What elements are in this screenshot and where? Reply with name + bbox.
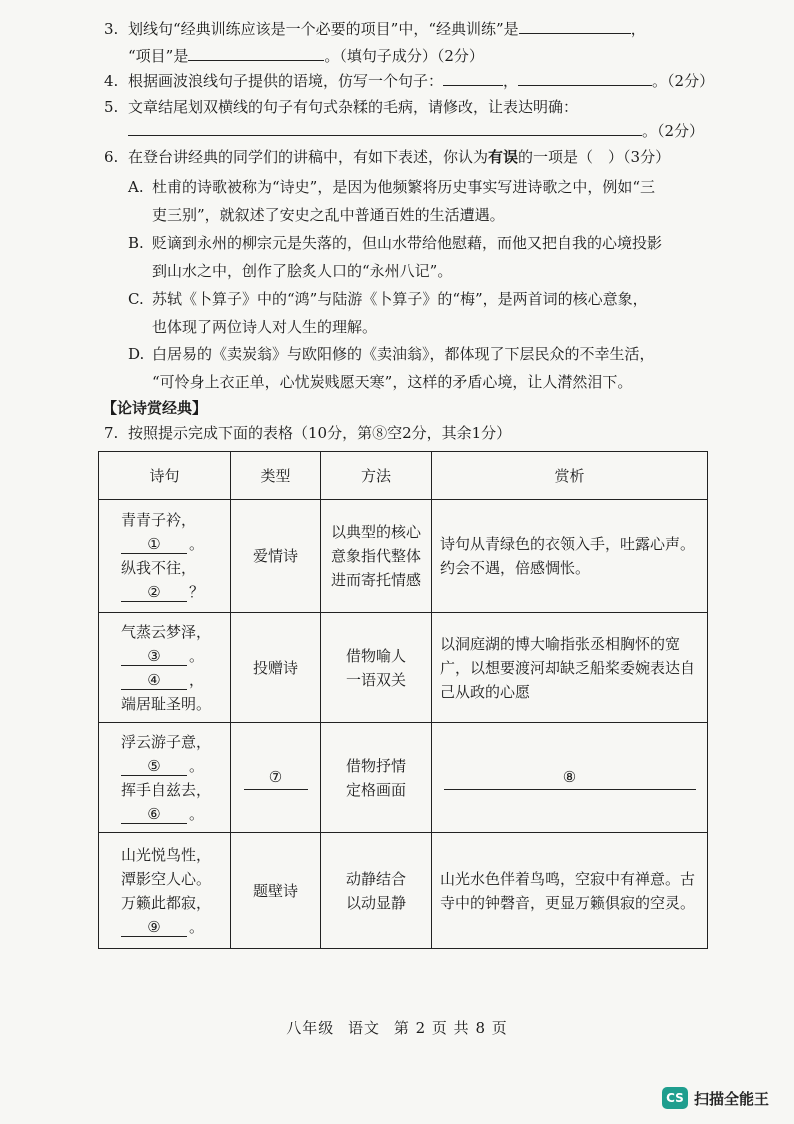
emphasis-text: 有误	[488, 148, 519, 166]
punctuation: ，	[189, 670, 205, 689]
method-line: 定格画面	[345, 780, 406, 799]
answer-blank-5[interactable]: ⑤	[121, 757, 187, 776]
watermark-text: 扫描全能王	[694, 1089, 770, 1108]
header-method: 方法	[321, 452, 432, 500]
poem-line: 纵我不往，	[121, 559, 197, 577]
punctuation: 。	[189, 756, 205, 775]
option-label: A.	[128, 178, 144, 196]
answer-blank-4[interactable]: ④	[121, 671, 187, 690]
question-number: 4.	[104, 72, 119, 90]
punctuation: 。	[189, 646, 205, 665]
appreciation-cell	[432, 723, 708, 833]
punctuation: 。	[189, 917, 205, 936]
question-text: 。（填句子成分）（2分）	[324, 47, 484, 65]
header-poem: 诗句	[99, 452, 231, 500]
poem-line: 山光悦鸟性，	[121, 845, 212, 864]
question-text: 文章结尾划双横线的句子有句式杂糅的毛病，请修改，让表达明确：	[128, 98, 579, 116]
question-score: 。（2分）	[642, 122, 705, 140]
option-label: C.	[128, 290, 144, 308]
header-appreciation: 赏析	[432, 452, 708, 500]
answer-blank-6[interactable]: ⑥	[121, 805, 187, 824]
option-text: 也体现了两位诗人对人生的理解。	[152, 318, 378, 336]
question-text: 根据画波浪线句子提供的语境，仿写一个句子：	[128, 72, 444, 90]
footer-grade: 八年级	[286, 1019, 335, 1037]
question-text: 按照提示完成下面的表格（10分，第⑧空2分，其余1分）	[128, 424, 512, 442]
method-cell	[321, 833, 432, 949]
option-text: 杜甫的诗歌被称为“诗史”，是因为他频繁将历史事实写进诗歌之中，例如“三	[152, 178, 656, 196]
table-row	[99, 613, 708, 723]
poem-line: 潭影空人心。	[121, 869, 212, 888]
poem-line: 端居耻圣明。	[121, 694, 212, 713]
appreciation-cell: 以洞庭湖的博大喻指张丞相胸怀的宽广，以想要渡河却缺乏船桨委婉表达自己从政的心愿	[432, 613, 708, 723]
question-4	[104, 70, 714, 91]
scanner-watermark	[662, 1087, 769, 1109]
question-number: 5.	[104, 98, 119, 116]
table-header-row	[99, 452, 708, 500]
option-label: B.	[128, 234, 144, 252]
poem-line: 青青子衿，	[121, 511, 197, 529]
question-number: 6.	[104, 148, 119, 166]
option-c[interactable]	[128, 289, 648, 309]
header-type: 类型	[231, 452, 321, 500]
option-text: 苏轼《卜算子》中的“鸿”与陆游《卜算子》的“梅”，是两首词的核心意象，	[152, 290, 648, 308]
question-7	[104, 423, 511, 443]
option-d-cont	[152, 372, 632, 392]
punctuation: 。	[189, 804, 205, 823]
option-text: 白居易的《卖炭翁》与欧阳修的《卖油翁》，都体现了下层民众的不幸生活，	[152, 345, 655, 363]
method-line: 以动显静	[345, 893, 406, 912]
method-line: 借物喻人	[345, 646, 406, 665]
appreciation-cell: 诗句从青绿色的衣领入手，吐露心声。约会不遇，倍感惆怅。	[432, 500, 708, 613]
appreciation-cell: 山光水色伴着鸟鸣，空寂中有禅意。古寺中的钟磬音，更显万籁俱寂的空灵。	[432, 833, 708, 949]
method-line: 以典型的核心	[330, 523, 421, 541]
option-b-cont	[152, 261, 452, 281]
option-text: 到山水之中，创作了脍炙人口的“永州八记”。	[152, 262, 453, 280]
question-3-line1	[104, 18, 646, 39]
option-label: D.	[128, 345, 145, 363]
question-number: 7.	[104, 424, 119, 442]
punctuation: ？	[189, 583, 205, 601]
question-6-stem	[104, 147, 670, 167]
question-5-answer-line	[128, 120, 704, 141]
question-text: 在登台讲经典的同学们的讲稿中，有如下表述，你认为	[128, 148, 489, 166]
poem-line: 万籁此都寂，	[121, 893, 212, 912]
question-3-line2	[128, 45, 484, 66]
answer-blank-1[interactable]: ①	[121, 535, 187, 554]
option-a[interactable]	[128, 177, 655, 197]
answer-blank-2[interactable]: ②	[121, 583, 187, 602]
poem-line: 浮云游子意，	[121, 732, 212, 751]
question-text: 的一项是（ ）（3分）	[518, 148, 671, 166]
option-b[interactable]	[128, 233, 662, 253]
poem-line: 挥手自兹去，	[121, 780, 212, 799]
type-cell: 题壁诗	[231, 833, 321, 949]
table-row	[99, 500, 708, 613]
answer-blank[interactable]	[128, 120, 642, 136]
answer-blank-7[interactable]: ⑦	[244, 765, 308, 790]
poem-cell	[99, 613, 231, 723]
method-line: 动静结合	[345, 869, 406, 888]
punctuation: ，	[630, 20, 646, 38]
footer-subject: 语文	[348, 1019, 381, 1037]
option-text: “可怜身上衣正单，心忧炭贱愿天寒”，这样的矛盾心境，让人潸然泪下。	[152, 373, 633, 391]
section-title: 【论诗赏经典】	[102, 399, 208, 417]
answer-blank-9[interactable]: ⑨	[121, 918, 187, 937]
option-text: 贬谪到永州的柳宗元是失落的，但山水带给他慰藉，而他又把自我的心境投影	[152, 234, 663, 252]
punctuation: 。	[189, 535, 205, 553]
option-text: 吏三别”，就叙述了安史之乱中普通百姓的生活遭遇。	[152, 206, 505, 224]
answer-blank[interactable]	[188, 45, 324, 61]
answer-blank-3[interactable]: ③	[121, 647, 187, 666]
answer-blank[interactable]	[519, 18, 631, 34]
poem-table	[98, 451, 708, 949]
question-score: 。（2分）	[652, 72, 715, 90]
answer-blank-8[interactable]: ⑧	[444, 765, 696, 790]
option-d[interactable]	[128, 344, 655, 364]
method-cell	[321, 500, 432, 613]
camscanner-logo-icon: CS	[662, 1087, 688, 1109]
table-row	[99, 833, 708, 949]
method-line: 借物抒情	[345, 756, 406, 775]
option-c-cont	[152, 317, 377, 337]
footer-page-number: 第 2 页 共 8 页	[393, 1019, 508, 1037]
answer-blank[interactable]	[518, 70, 652, 86]
poem-line: 气蒸云梦泽，	[121, 622, 212, 641]
question-5	[104, 97, 578, 117]
question-number: 3.	[104, 20, 119, 38]
answer-blank[interactable]	[443, 70, 503, 86]
type-cell: 投赠诗	[231, 613, 321, 723]
method-line: 一语双关	[345, 670, 406, 689]
option-a-cont	[152, 205, 505, 225]
method-line: 意象指代整体	[330, 547, 421, 565]
method-cell	[321, 723, 432, 833]
poem-cell	[99, 723, 231, 833]
page-footer	[0, 1017, 794, 1038]
type-cell	[231, 723, 321, 833]
punctuation: ，	[503, 72, 519, 90]
question-text: 划线句“经典训练应该是一个必要的项目”中，“经典训练”是	[128, 20, 519, 38]
question-text: “项目”是	[128, 47, 189, 65]
type-cell: 爱情诗	[231, 500, 321, 613]
table-row	[99, 723, 708, 833]
method-cell	[321, 613, 432, 723]
poem-cell	[99, 500, 231, 613]
method-line: 进而寄托情感	[330, 571, 421, 589]
poem-cell	[99, 833, 231, 949]
